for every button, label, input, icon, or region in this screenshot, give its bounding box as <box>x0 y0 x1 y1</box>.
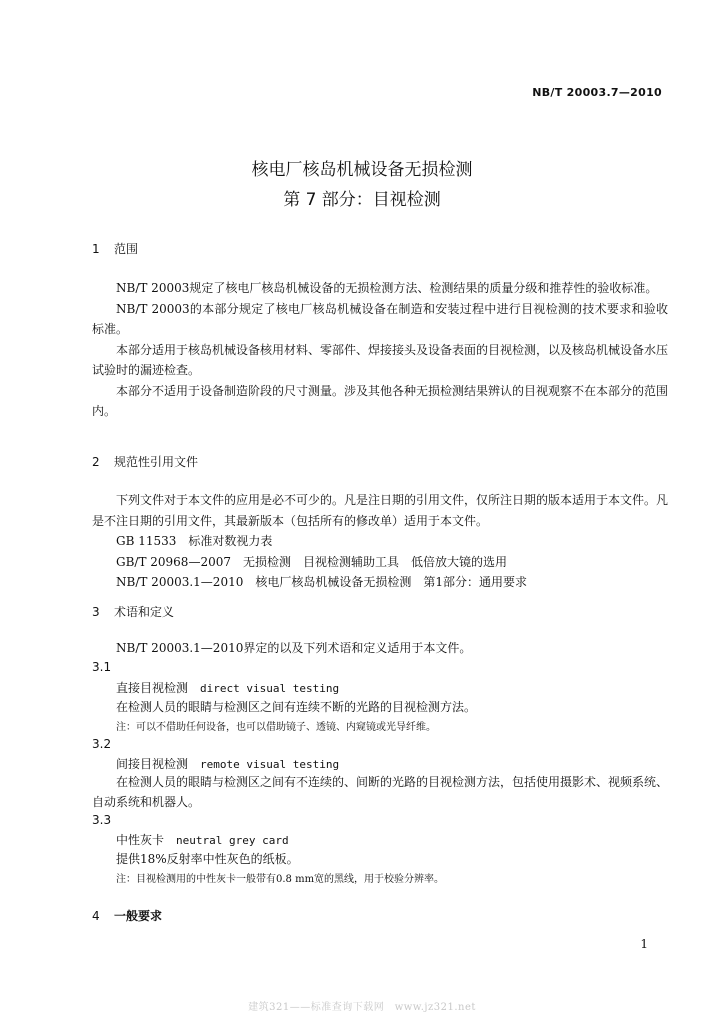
paragraph: 下列文件对于本文件的应用是必不可少的。凡是注日期的引用文件，仅所注日期的版本适用于本文件。凡是不注日期的引用文件，其最新版本（包括所有的修改单）适用于本文件。 <box>92 493 669 528</box>
term-en: direct visual testing <box>200 682 340 695</box>
section-title: 范围 <box>114 242 139 256</box>
term-zh: 直接目视检测 <box>116 681 189 695</box>
reference-item: GB/T 20968—2007 无损检测 目视检测辅助工具 低倍放大镜的选用 <box>116 554 507 569</box>
section-title: 术语和定义 <box>114 605 175 619</box>
term-3-1 <box>116 679 339 696</box>
clause-3-1-number: 3.1 <box>92 660 112 674</box>
paragraph: NB/T 20003规定了核电厂核岛机械设备的无损检测方法、检测结果的质量分级和推荐性的验收标准。 <box>116 281 658 295</box>
section-1-body <box>92 278 668 422</box>
term-en: remote visual testing <box>200 758 340 771</box>
term-zh: 中性灰卡 <box>116 833 165 847</box>
reference-item: NB/T 20003.1—2010 核电厂核岛机械设备无损检测 第1部分：通用要求 <box>116 575 527 589</box>
section-number: 2 <box>92 455 100 469</box>
section-3-intro: NB/T 20003.1—2010界定的以及下列术语和定义适用于本文件。 <box>116 641 472 655</box>
term-zh: 间接目视检测 <box>116 757 189 771</box>
paragraph: 本部分适用于核岛机械设备核用材料、零部件、焊接接头及设备表面的目视检测，以及核岛机械设备水压试验时的漏迹检查。 <box>92 342 669 377</box>
reference-item: GB 11533 标准对数视力表 <box>116 534 273 548</box>
term-note: 注：可以不借助任何设备，也可以借助镜子、透镜、内窥镜或光导纤维。 <box>116 722 436 733</box>
section-title: 一般要求 <box>114 909 163 923</box>
section-3-heading <box>92 603 174 620</box>
term-3-3 <box>116 831 289 848</box>
watermark: 建筑321——标准查询下载网 www.jz321.net <box>248 1002 476 1013</box>
term-en: neutral grey card <box>176 834 289 847</box>
section-2-body <box>92 490 668 593</box>
term-note: 注：目视检测用的中性灰卡一般带有0.8 mm宽的黑线，用于校验分辨率。 <box>116 874 445 885</box>
section-title: 规范性引用文件 <box>114 455 199 469</box>
clause-3-3-number: 3.3 <box>92 813 112 827</box>
page-number: 1 <box>640 937 648 951</box>
term-definition <box>92 772 668 812</box>
section-number: 4 <box>92 909 100 923</box>
section-number: 3 <box>92 605 100 619</box>
section-number: 1 <box>92 242 100 256</box>
paragraph: 在检测人员的眼睛与检测区之间有不连续的、间断的光路的目视检测方法，包括使用摄影术、视频系统、自动系统和机器人。 <box>92 775 669 809</box>
term-3-2 <box>116 755 339 772</box>
standard-number: NB/T 20003.7—2010 <box>532 86 662 99</box>
section-1-heading <box>92 240 138 257</box>
term-definition: 提供18%反射率中性灰色的纸板。 <box>116 852 299 866</box>
doc-title-line1: 核电厂核岛机械设备无损检测 <box>251 160 473 180</box>
paragraph: NB/T 20003的本部分规定了核电厂核岛机械设备在制造和安装过程中进行目视检测的技术要求和验收标准。 <box>92 301 668 336</box>
term-definition: 在检测人员的眼睛与检测区之间有连续不断的光路的目视检测方法。 <box>116 700 477 714</box>
clause-3-2-number: 3.2 <box>92 737 112 751</box>
paragraph: 本部分不适用于设备制造阶段的尺寸测量。涉及其他各种无损检测结果辨认的目视观察不在本部分的范围内。 <box>92 383 669 418</box>
section-4-heading <box>92 907 162 924</box>
section-2-heading <box>92 453 198 470</box>
doc-title-line2: 第 7 部分：目视检测 <box>283 190 441 210</box>
